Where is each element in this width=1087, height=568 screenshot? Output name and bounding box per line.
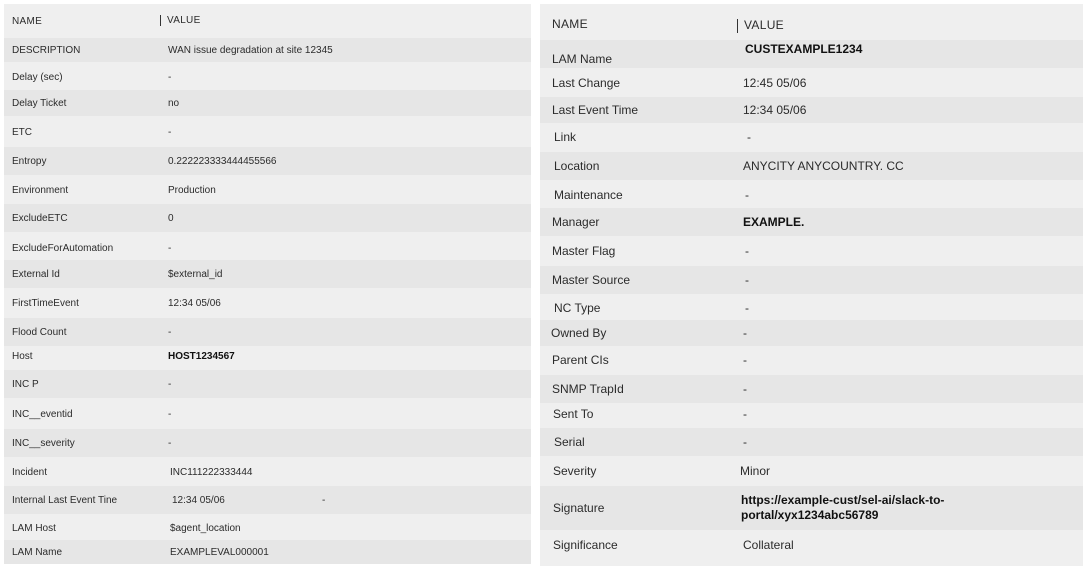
row-value: -: [168, 326, 172, 338]
row-value: Production: [168, 184, 216, 196]
row-value: https://example-cust/sel-ai/slack-to-portal/xyx1234abc56789: [741, 493, 945, 522]
row-value: -: [745, 273, 749, 287]
left-header-value-label: VALUE: [167, 15, 201, 27]
table-row[interactable]: [4, 90, 531, 116]
row-value: -: [743, 353, 747, 367]
row-name: Severity: [553, 464, 597, 478]
right-header-value: [737, 18, 784, 33]
right-header-name: NAME: [552, 17, 588, 31]
table-row[interactable]: [4, 400, 531, 428]
row-name: ExcludeETC: [12, 212, 68, 224]
left-header-name: NAME: [12, 15, 43, 27]
row-name: Entropy: [12, 155, 47, 167]
row-value: -: [745, 301, 749, 315]
table-row[interactable]: [4, 486, 531, 514]
row-value: $external_id: [168, 268, 223, 280]
table-row[interactable]: [540, 320, 1083, 346]
table-row[interactable]: [4, 260, 531, 288]
row-name: INC P: [12, 378, 39, 390]
row-name: Master Flag: [552, 244, 616, 258]
row-value: $agent_location: [170, 522, 241, 534]
row-value: EXAMPLE.: [743, 215, 805, 229]
row-value: -: [168, 437, 172, 449]
row-name: Flood Count: [12, 326, 67, 338]
row-name: Signature: [553, 501, 605, 515]
row-value: no: [168, 97, 180, 109]
row-value: -: [743, 326, 747, 340]
table-row[interactable]: [4, 204, 531, 232]
row-name: INC__eventid: [12, 408, 73, 420]
table-row[interactable]: [4, 289, 531, 317]
row-name: NC Type: [554, 301, 601, 315]
table-row[interactable]: [4, 370, 531, 398]
table-row[interactable]: [540, 97, 1083, 123]
column-separator: [737, 19, 738, 33]
table-row[interactable]: [4, 176, 531, 204]
row-value: -: [745, 244, 749, 258]
row-name: Serial: [554, 435, 585, 449]
table-row[interactable]: [4, 540, 531, 564]
row-name: LAM Name: [12, 546, 63, 558]
table-row[interactable]: [4, 147, 531, 175]
row-value: ANYCITY ANYCOUNTRY. CC: [743, 159, 904, 173]
table-row[interactable]: [540, 401, 1083, 427]
row-name: SNMP TrapId: [552, 382, 624, 396]
row-name: Delay (sec): [12, 71, 63, 83]
row-value: -: [747, 130, 751, 144]
row-value: Collateral: [743, 538, 794, 552]
table-row[interactable]: [540, 294, 1083, 322]
row-name: Internal Last Event Tine: [12, 494, 118, 506]
row-name: INC__severity: [12, 437, 75, 449]
table-row[interactable]: [4, 38, 531, 62]
table-row[interactable]: [540, 181, 1083, 209]
row-name: Incident: [12, 466, 48, 478]
row-name: DESCRIPTION: [12, 44, 81, 56]
left-header-value: [160, 15, 201, 26]
table-row[interactable]: [540, 346, 1083, 374]
row-value: 0: [168, 212, 174, 224]
table-row[interactable]: [4, 64, 531, 90]
row-name: Last Event Time: [552, 103, 639, 117]
row-name: LAM Host: [12, 522, 56, 534]
row-name: FirstTimeEvent: [12, 297, 79, 309]
left-table-header: [4, 8, 531, 34]
row-value: 0.222223333444455566: [168, 155, 277, 167]
row-name: LAM Name: [552, 52, 613, 66]
row-name: Last Change: [552, 76, 621, 90]
row-value: -: [743, 407, 747, 421]
right-properties-table: [540, 4, 1083, 566]
row-name: ExcludeForAutomation: [12, 242, 114, 254]
row-value: -: [743, 382, 747, 396]
table-row[interactable]: [540, 266, 1083, 294]
row-value: -: [743, 435, 747, 449]
table-row[interactable]: [540, 457, 1083, 485]
row-name: Parent CIs: [552, 353, 609, 367]
row-name: ETC: [12, 126, 32, 138]
row-name: Owned By: [551, 326, 607, 340]
row-value: -: [745, 188, 749, 202]
row-value: EXAMPLEVAL000001: [170, 546, 269, 558]
table-row[interactable]: [540, 375, 1083, 403]
row-name: Environment: [12, 184, 69, 196]
table-row[interactable]: [4, 342, 531, 370]
table-row[interactable]: [540, 428, 1083, 456]
row-value: 12:45 05/06: [743, 76, 807, 90]
row-name: Master Source: [552, 273, 631, 287]
table-row[interactable]: [540, 40, 1083, 68]
row-name: Significance: [553, 538, 618, 552]
row-name: External Id: [12, 268, 60, 280]
row-value: -: [168, 71, 172, 83]
row-value: INC111222333444: [170, 466, 253, 478]
row-name: Host: [12, 350, 33, 362]
table-row[interactable]: [4, 118, 531, 146]
table-row[interactable]: [4, 234, 531, 262]
row-value: 12:34 05/06: [172, 494, 225, 506]
row-extra-value: -: [322, 494, 326, 506]
table-row[interactable]: [540, 237, 1083, 265]
row-name: Sent To: [553, 407, 594, 421]
table-row[interactable]: [4, 458, 531, 486]
row-name: Link: [554, 130, 577, 144]
row-name: Delay Ticket: [12, 97, 67, 109]
table-row[interactable]: [540, 70, 1083, 96]
table-row[interactable]: [540, 486, 1083, 530]
table-row[interactable]: [540, 123, 1083, 151]
row-name: Maintenance: [554, 188, 623, 202]
column-separator: [160, 15, 161, 26]
row-value: 12:34 05/06: [168, 297, 221, 309]
table-row[interactable]: [4, 429, 531, 457]
left-properties-table: [4, 4, 531, 564]
row-value: CUSTEXAMPLE1234: [745, 42, 863, 56]
right-table-header: [540, 10, 1083, 38]
table-row[interactable]: [540, 152, 1083, 180]
row-value: 12:34 05/06: [743, 103, 807, 117]
row-value: -: [168, 408, 172, 420]
table-row[interactable]: [540, 530, 1083, 560]
row-value: -: [168, 242, 172, 254]
table-row[interactable]: [540, 208, 1083, 236]
row-name: Location: [554, 159, 600, 173]
row-value: WAN issue degradation at site 12345: [168, 44, 333, 56]
row-name: Manager: [552, 215, 600, 229]
row-value: Minor: [740, 464, 771, 478]
right-header-value-label: VALUE: [744, 18, 784, 32]
row-value: -: [168, 378, 172, 390]
row-value: HOST1234567: [168, 350, 235, 362]
row-value: -: [168, 126, 172, 138]
table-row[interactable]: [4, 515, 531, 541]
